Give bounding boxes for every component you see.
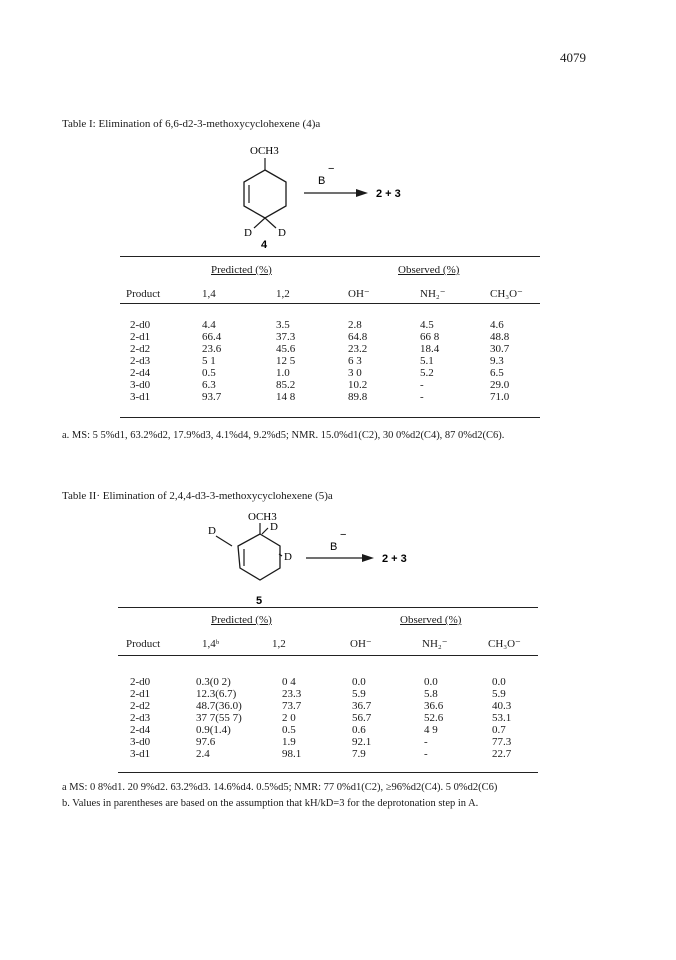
table1-d-right: D xyxy=(278,227,286,239)
table1-scheme xyxy=(180,140,480,250)
table-row: 3-d0 97.6 1.9 92.1 - 77.3 xyxy=(130,736,512,748)
table-row: 2-d1 12.3(6.7) 23.3 5.9 5.8 5.9 xyxy=(130,688,506,700)
table2-d-right: D xyxy=(284,551,292,563)
table1-body xyxy=(130,319,550,403)
col-oh: OH⁻ xyxy=(350,638,372,650)
table1-header-row xyxy=(126,288,546,300)
reaction-arrow-icon xyxy=(356,189,368,197)
table-row: 3-d1 2.4 98.1 7.9 - 22.7 xyxy=(130,748,512,760)
table1-och3-label: OCH3 xyxy=(250,145,279,157)
table-row: 2-d4 0.9(1.4) 0.5 0.6 4 9 0.7 xyxy=(130,724,506,736)
table2-predicted-header: Predicted (%) xyxy=(211,614,272,626)
table2-base-label: B xyxy=(330,541,338,553)
table2-observed-header: Observed (%) xyxy=(400,614,462,626)
col-12: 1,2 xyxy=(272,638,286,650)
table1-bottom-rule xyxy=(120,417,540,418)
col-12: 1,2 xyxy=(276,288,290,300)
table-row: 2-d2 23.6 45.6 23.2 18.4 30.7 xyxy=(130,343,510,355)
table-row: 2-d1 66.4 37.3 64.8 66 8 48.8 xyxy=(130,331,510,343)
table-row: 3-d1 93.7 14 8 89.8 - 71.0 xyxy=(130,391,510,403)
col-product: Product xyxy=(126,638,161,650)
table-row: 2-d4 0.5 1.0 3 0 5.2 6.5 xyxy=(130,367,504,379)
table1-caption: Table I: Elimination of 6,6-d2-3-methoxycyclohexene (4)a xyxy=(62,118,321,130)
table1-header-rule xyxy=(120,303,540,304)
reaction-arrow-icon xyxy=(362,554,374,562)
table2-header-row xyxy=(126,638,546,650)
page-number: 4079 xyxy=(560,50,586,65)
table2-d-top: D xyxy=(270,521,278,533)
table1-d-left: D xyxy=(244,227,252,239)
table2-bottom-rule xyxy=(118,772,538,773)
col-product: Product xyxy=(126,288,161,300)
table1-predicted-header: Predicted (%) xyxy=(211,264,272,276)
table2-d-left: D xyxy=(208,525,216,537)
table2-header-rule xyxy=(118,655,538,656)
table2-footnote-b: b. Values in parentheses are based on the assumption that kH/kD=3 for the deprotonation step in A. xyxy=(62,798,479,809)
table2-caption: Table II· Elimination of 2,4,4-d3-3-methoxycyclohexene (5)a xyxy=(62,490,333,502)
cyclohexene-ring xyxy=(244,170,286,218)
table1-products: 2 + 3 xyxy=(376,188,401,200)
table-row: 2-d2 48.7(36.0) 73.7 36.7 36.6 40.3 xyxy=(130,700,512,712)
col-ch3o: CH₃O⁻ xyxy=(490,288,523,300)
table2-top-rule xyxy=(118,607,538,608)
compound-5-label: 5 xyxy=(256,595,263,607)
table-row: 2-d3 5 1 12 5 6 3 5.1 9.3 xyxy=(130,355,504,367)
col-ch3o: CH₃O⁻ xyxy=(488,638,521,650)
col-14: 1,4 xyxy=(202,288,216,300)
table-row: 2-d0 4.4 3.5 2.8 4.5 4.6 xyxy=(130,319,504,331)
table2-footnote-a: a MS: 0 8%d1. 20 9%d2. 63.2%d3. 14.6%d4. 0.5%d5; NMR: 77 0%d1(C2), ≥96%d2(C4). 5 0%d2(C6) xyxy=(62,782,498,793)
table2-scheme xyxy=(190,508,490,608)
table1-observed-header: Observed (%) xyxy=(398,264,460,276)
table1-column-headers xyxy=(126,288,546,300)
table1-base-label: B xyxy=(318,175,326,187)
table1-top-rule xyxy=(120,256,540,257)
table-row: 3-d0 6.3 85.2 10.2 - 29.0 xyxy=(130,379,510,391)
table2-column-headers xyxy=(126,638,546,650)
table-row: 2-d0 0.3(0 2) 0 4 0.0 0.0 0.0 xyxy=(130,676,506,688)
svg-text:−: − xyxy=(340,529,347,541)
table2-products: 2 + 3 xyxy=(382,553,407,565)
compound-4-label: 4 xyxy=(261,239,268,250)
col-nh2: NH₂⁻ xyxy=(420,288,446,300)
table2-body xyxy=(130,676,550,760)
col-nh2: NH₂⁻ xyxy=(422,638,448,650)
table-row: 2-d3 37 7(55 7) 2 0 56.7 52.6 53.1 xyxy=(130,712,512,724)
svg-text:−: − xyxy=(328,163,335,175)
col-oh: OH⁻ xyxy=(348,288,370,300)
col-14: 1,4ᵇ xyxy=(202,638,220,650)
table1-footnote-a: a. MS: 5 5%d1, 63.2%d2, 17.9%d3, 4.1%d4, 9.2%d5; NMR. 15.0%d1(C2), 30 0%d2(C4), 87 0%d2(C6). xyxy=(62,430,505,441)
table2-och3-label: OCH3 xyxy=(248,511,277,523)
